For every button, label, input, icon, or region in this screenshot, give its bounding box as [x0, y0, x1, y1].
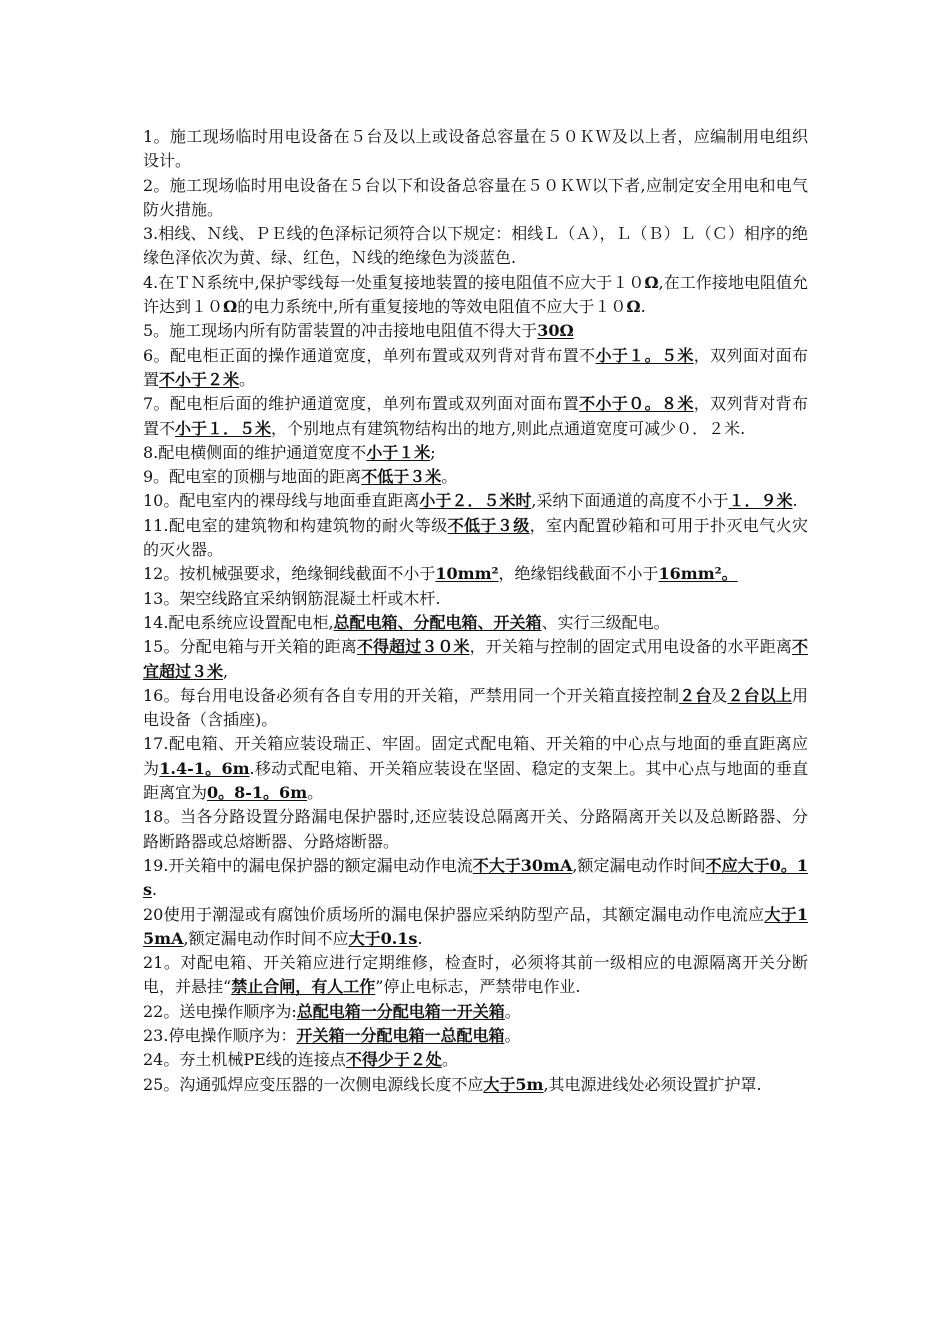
item-text: 24。夯土机械PE线的连接点 — [143, 1050, 346, 1070]
item-text: 9。配电室的顶棚与地面的距离 — [143, 467, 362, 487]
list-item — [143, 587, 808, 611]
key-value: ２台 — [679, 685, 712, 705]
key-value: ２台以上 — [727, 685, 792, 705]
key-value: 不应大于0。1s — [143, 855, 808, 900]
item-text: 17.配电箱、开关箱应装设瑞正、牢固。固定式配电箱、开关箱的中心点与地面的垂直距离应为 — [143, 734, 808, 778]
item-text: 18。当各分路设置分路漏电保护器时,还应装设总隔离开关、分路隔离开关以及总断路器、分路断路器或总熔断器、分路熔断器。 — [143, 807, 808, 851]
key-value: １．９米 — [728, 491, 793, 511]
item-text: , — [223, 661, 229, 681]
key-value: 不小于２米 — [159, 369, 240, 389]
key-value: 0。8-1。6m — [207, 783, 308, 803]
item-text: ，开关箱与控制的固定式用电设备的水平距离 — [469, 637, 792, 657]
key-value: 大于0.1s — [348, 928, 418, 948]
item-text: ”停止电标志，严禁带电作业. — [375, 977, 581, 997]
item-text: ，双列背对背布置不 — [143, 394, 808, 438]
key-value: 1.4-1。6m — [159, 758, 250, 778]
item-text: ,额定漏电动作时间不应 — [183, 928, 349, 948]
list-item — [143, 441, 808, 465]
list-item — [143, 514, 808, 563]
item-text: 用电设备（含插座)。 — [143, 685, 808, 730]
item-text: 2。施工现场临时用电设备在５台以下和设备总容量在５０ＫＷ以下者,应制定安全用电和电气防火措施。 — [143, 175, 808, 219]
list-item — [143, 319, 808, 343]
key-value: 不得少于２处 — [345, 1050, 442, 1070]
item-text: 及 — [711, 685, 728, 705]
key-value: 不大于30mA — [472, 855, 573, 875]
item-text: 1。施工现场临时用电设备在５台及以上或设备总容量在５０ＫＷ及以上者，应编制用电组织设计。 — [143, 127, 808, 171]
key-value: 不低于３米 — [361, 467, 442, 487]
list-item — [143, 344, 808, 393]
item-text: 4.在ＴＮ系统中,保护零线每一处重复接地装置的接电阻值不应大于１０ — [143, 272, 645, 292]
key-value: 10mm² — [435, 564, 499, 584]
item-text: 20使用于潮湿或有腐蚀价质场所的漏电保护器应采纳防型产品，其额定漏电动作电流应 — [143, 904, 765, 924]
list-item — [143, 611, 808, 635]
item-text: . — [417, 928, 423, 948]
item-text: ,采纳下面通道的高度不小于 — [531, 491, 729, 511]
item-text: 22。送电操作顺序为: — [143, 1001, 297, 1021]
list-item — [143, 562, 808, 586]
item-text: ，个别地点有建筑物结构出的地方,则此点通道宽度可减少０．２米. — [271, 418, 746, 438]
item-text: 7。配电柜后面的维护通道宽度，单列布置或双列面对面布置 — [143, 394, 580, 414]
item-text: 11.配电室的建筑物和构建筑物的耐火等级 — [143, 515, 448, 535]
item-text: 。 — [441, 1050, 458, 1070]
item-text: 21。对配电箱、开关箱应进行定期维修，检查时，必须将其前一级相应的电源隔离开关分断电，并悬挂“ — [143, 953, 808, 997]
list-item — [143, 1024, 808, 1048]
item-text: 5。施工现场内所有防雷装置的冲击接地电阻值不得大于 — [143, 321, 538, 341]
list-item — [143, 732, 808, 805]
key-value: 不低于３级 — [447, 515, 530, 535]
item-text: ,其电源进线处必须设置扩护罩. — [543, 1074, 762, 1094]
item-text: 12。按机械强要求，绝缘铜线截面不小于 — [143, 564, 436, 584]
document-body — [143, 125, 808, 1097]
key-value: 小于１。５米 — [595, 345, 694, 365]
item-text: . — [792, 491, 798, 511]
item-text: .移动式配电箱、开关箱应装设在坚固、稳定的支架上。其中心点与地面的垂直距离宜为 — [143, 758, 808, 803]
list-item — [143, 1073, 808, 1097]
item-text: Ω — [644, 272, 659, 292]
key-value: 大于15mA — [143, 904, 808, 948]
key-value: 不宜超过３米 — [143, 637, 808, 681]
item-text: 25。沟通弧焊应变压器的一次侧电源线长度不应 — [143, 1074, 484, 1094]
key-value: 小于１米 — [366, 442, 431, 462]
list-item — [143, 684, 808, 733]
item-text: ,额定漏电动作时间 — [572, 855, 706, 875]
key-value: 30Ω — [537, 321, 574, 341]
item-text: 3.相线、Ｎ线、ＰＥ线的色泽标记须符合以下规定：相线Ｌ（Ａ），Ｌ（Ｂ）Ｌ（Ｃ）相序的绝缘色泽依次为黄、绿、红色，Ｎ线的绝缘色为淡蓝色. — [143, 224, 808, 268]
item-text: . — [640, 297, 646, 317]
item-text: 8.配电横侧面的维护通道宽度不 — [143, 442, 367, 462]
item-text: 6。配电柜正面的操作通道宽度，单列布置或双列背对背布置不 — [143, 345, 596, 365]
key-value: 小于１．５米 — [175, 418, 272, 438]
list-item — [143, 854, 808, 903]
key-value: 总配电箱一分配电箱一开关箱 — [296, 1001, 505, 1021]
key-value: 总配电箱、分配电箱、开关箱 — [333, 612, 542, 632]
item-text: ,在工作接地电阻值允许达到１０ — [143, 272, 808, 317]
list-item — [143, 1000, 808, 1024]
list-item — [143, 903, 808, 952]
item-text: 。 — [504, 1001, 521, 1021]
item-text: 10。配电室内的裸母线与地面垂直距离 — [143, 491, 420, 511]
item-text: . — [152, 880, 158, 900]
key-value: 禁止合闸，有人工作 — [231, 977, 376, 997]
item-text: 。 — [307, 783, 324, 803]
list-item — [143, 805, 808, 854]
list-item — [143, 951, 808, 1000]
item-text: 23.停电操作顺序为： — [143, 1025, 297, 1045]
item-text: 的电力系统中,所有重复接地的等效电阻值不应大于１０ — [237, 297, 627, 317]
item-text: 。 — [239, 369, 256, 389]
item-text: 19.开关箱中的漏电保护器的额定漏电动作电流 — [143, 855, 473, 875]
key-value: 开关箱一分配电箱一总配电箱 — [296, 1025, 505, 1045]
item-text: 15。分配电箱与开关箱的距离 — [143, 637, 357, 657]
list-item — [143, 222, 808, 271]
item-text: ，室内配置砂箱和可用于扑灭电气火灾的灭火器。 — [143, 515, 808, 560]
key-value: 小于２．５米时 — [419, 491, 532, 511]
list-item — [143, 392, 808, 441]
key-value: 大于5m — [483, 1074, 544, 1094]
item-text: ; — [430, 442, 436, 462]
list-item — [143, 271, 808, 320]
item-text: 、实行三级配电。 — [541, 612, 670, 632]
list-item — [143, 125, 808, 174]
item-text: Ω — [223, 297, 238, 317]
key-value: 16mm²。 — [658, 564, 738, 584]
item-text: ，双列面对面布置 — [143, 345, 808, 389]
item-text: 14.配电系统应设置配电柜, — [143, 612, 334, 632]
list-item — [143, 489, 808, 513]
list-item — [143, 174, 808, 223]
item-text: 。 — [441, 467, 458, 487]
item-text: 16。每台用电设备必须有各自专用的开关箱，严禁用同一个开关箱直接控制 — [143, 685, 680, 705]
key-value: 不得超过３０米 — [356, 637, 470, 657]
key-value: 不小于０。８米 — [579, 394, 694, 414]
item-text: ，绝缘铝线截面不小于 — [498, 564, 659, 584]
list-item — [143, 635, 808, 684]
item-text: 13。架空线路宜采纳钢筋混凝土杆或木杆. — [143, 588, 441, 608]
list-item — [143, 1048, 808, 1072]
item-text: Ω — [626, 297, 641, 317]
list-item — [143, 465, 808, 489]
item-text: 。 — [504, 1025, 521, 1045]
